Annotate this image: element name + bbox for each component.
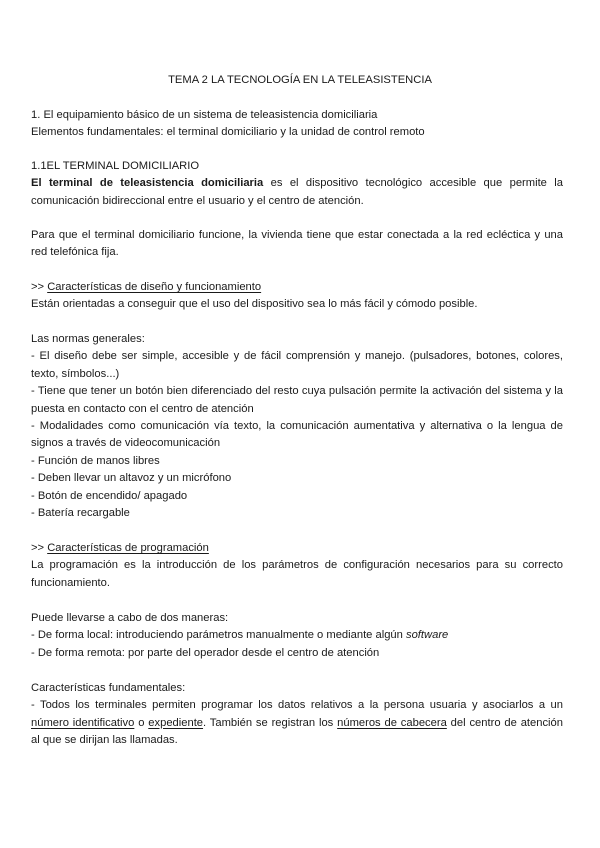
norm-item: - Botón de encendido/ apagado bbox=[31, 489, 188, 502]
fundamental-item bbox=[31, 697, 563, 749]
fundamental-characteristics bbox=[31, 680, 563, 750]
programming-heading bbox=[31, 540, 563, 557]
terminal-definition-text: es el dispositivo tecnológico accesible que permite la comunicación bidireccional entre el usuario y el centro de atención. bbox=[31, 177, 563, 207]
design-heading-prefix: >> bbox=[31, 281, 48, 293]
norm-item: - Tiene que tener un botón bien diferenciado del resto cuya pulsación permite la activación del sistema y la puesta en contacto con el centro de atención bbox=[31, 385, 563, 415]
section-1-1-heading: 1.1EL TERMINAL DOMICILIARIO bbox=[31, 160, 200, 172]
programming-section bbox=[31, 540, 563, 592]
ways-label: Puede llevarse a cabo de dos maneras: bbox=[31, 612, 229, 624]
programming-heading-prefix: >> bbox=[31, 542, 48, 554]
section-1-1 bbox=[31, 158, 563, 210]
section-1-subtitle: Elementos fundamentales: el terminal domiciliario y la unidad de control remoto bbox=[31, 126, 425, 139]
way-local-text: - De forma local: introduciendo parámetros manualmente o mediante algún bbox=[31, 629, 406, 642]
norm-item: - Batería recargable bbox=[31, 507, 130, 520]
way-local bbox=[31, 627, 563, 644]
norm-item: - Función de manos libres bbox=[31, 454, 160, 467]
fundamental-label: Características fundamentales: bbox=[31, 682, 186, 694]
norm-item: - El diseño debe ser simple, accesible y de fácil comprensión y manejo. (pulsadores, botones, colores, texto, símbolos...) bbox=[31, 350, 563, 380]
design-section bbox=[31, 279, 563, 314]
norm-item: - Deben llevar un altavoz y un micrófono bbox=[31, 472, 232, 485]
design-norms bbox=[31, 331, 563, 522]
link-numeros-de-cabecera: números de cabecera bbox=[337, 716, 447, 729]
design-heading-text: Características de diseño y funcionamiento bbox=[47, 281, 262, 293]
programming-heading-text: Características de programación bbox=[47, 542, 209, 554]
fundamental-text-d: del centro de atención al que se dirijan las llamadas. bbox=[31, 716, 563, 747]
way-local-software: software bbox=[405, 629, 449, 642]
connection-paragraph-block bbox=[31, 227, 563, 262]
fundamental-text-a: - Todos los terminales permiten programar los datos relativos a la persona usuaria y asociarlos a un bbox=[31, 699, 563, 712]
terminal-definition bbox=[31, 175, 563, 210]
design-intro: Están orientadas a conseguir que el uso del dispositivo sea lo más fácil y cómodo posible. bbox=[31, 298, 478, 311]
norm-item: - Modalidades como comunicación vía texto, la comunicación aumentativa y alternativa o la lengua de signos a través de videocomunicación bbox=[31, 420, 563, 450]
fundamental-text-b: o bbox=[134, 716, 149, 729]
section-1-heading: 1. El equipamiento básico de un sistema de teleasistencia domiciliaria bbox=[31, 109, 378, 121]
terminal-definition-term: El terminal de teleasistencia domiciliaria bbox=[31, 177, 264, 190]
design-heading bbox=[31, 279, 563, 296]
programming-intro: La programación es la introducción de los parámetros de configuración necesarios para su correcto funcionamiento. bbox=[31, 559, 563, 589]
section-1 bbox=[31, 107, 563, 142]
link-numero-identificativo: número identificativo bbox=[31, 716, 135, 729]
norms-label: Las normas generales: bbox=[31, 333, 145, 345]
programming-ways bbox=[31, 610, 563, 662]
page-title: TEMA 2 LA TECNOLOGÍA EN LA TELEASISTENCIA bbox=[168, 74, 432, 86]
connection-paragraph: Para que el terminal domiciliario funcione, la vivienda tiene que estar conectada a la red ecléctica y una red telefónica fija. bbox=[31, 229, 563, 259]
way-remote: - De forma remota: por parte del operador desde el centro de atención bbox=[31, 646, 380, 659]
link-expediente: expediente bbox=[148, 716, 204, 729]
fundamental-text-c: . También se registran los bbox=[203, 716, 338, 729]
